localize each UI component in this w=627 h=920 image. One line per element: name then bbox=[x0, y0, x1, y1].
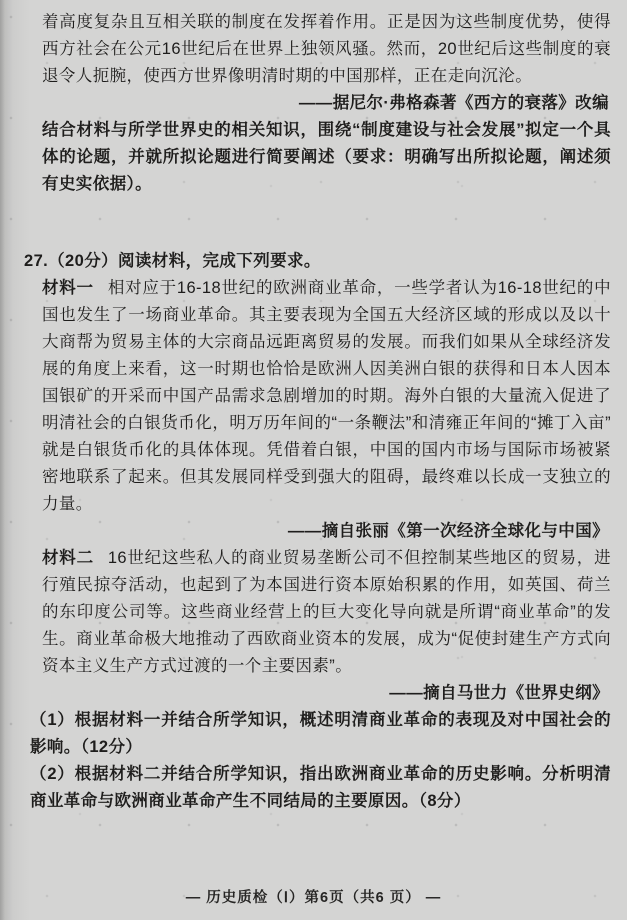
sub-question-1: （1）根据材料一并结合所学知识，概述明清商业革命的表现及对中国社会的影响。（12分） bbox=[30, 711, 611, 756]
intro-material-paragraph: 着高度复杂且互相关联的制度在发挥着作用。正是因为这些制度优势，使得西方社会在公元16世纪后在世界上独领风骚。然而，20世纪后这些制度的衰退令人扼腕，使西方世界像明清时期的中国那样，正在走向沉沦。 bbox=[42, 13, 611, 85]
question-27-header: 27.（20分）阅读材料，完成下列要求。 bbox=[24, 252, 321, 270]
page-footer: — 历史质检（Ⅰ）第6页（共6 页） — bbox=[185, 890, 442, 906]
material-2-label: 材料二 bbox=[42, 549, 94, 567]
intro-attribution: ——据尼尔·弗格森著《西方的衰落》改编 bbox=[298, 94, 609, 112]
page-content bbox=[24, 9, 611, 815]
material-1-text: 相对应于16-18世纪的欧洲商业革命，一些学者认为16-18世纪的中国也发生了一场商业革命。其主要表现为全国五大经济区域的形成以及以十大商帮为贸易主体的大宗商品远距离贸易的发展。而我们如果从全球经济发展的角度上来看，这一时期也恰恰是欧洲人因美洲白银的获得和日本人因本国银矿的开采而中国产品需求急剧增加的时期。海外白银的大量流入促进了明清社会的白银货币化，明万历年间的“一条鞭法”和清雍正年间的“摊丁入亩”就是白银货币化的具体体现。凭借着白银，中国的国内市场与国际市场被紧密地联系了起来。但其发展同样受到强大的阻碍，最终难以长成一支独立的力量。 bbox=[42, 279, 611, 513]
material-2-text: 16世纪这些私人的商业贸易垄断公司不但控制某些地区的贸易，进行殖民掠夺活动，也起到了为本国进行资本原始积累的作用，如英国、荷兰的东印度公司等。这些商业经营上的巨大变化导向就是所谓“商业革命”的发生。商业革命极大地推动了西欧商业资本的发展，成为“促使封建生产方式向资本主义生产方式过渡的一个主要因素”。 bbox=[42, 549, 611, 675]
material-1-attribution: ——摘自张丽《第一次经济全球化与中国》 bbox=[287, 522, 609, 540]
material-2-attribution: ——摘自马世力《世界史纲》 bbox=[389, 684, 609, 702]
sub-question-2: （2）根据材料二并结合所学知识，指出欧洲商业革命的历史影响。分析明清商业革命与欧洲商业革命产生不同结局的主要原因。（8分） bbox=[30, 765, 611, 810]
material-1-paragraph bbox=[42, 275, 611, 518]
material-2-paragraph bbox=[42, 545, 611, 680]
essay-task-paragraph: 结合材料与所学世界史的相关知识，围绕“制度建设与社会发展”拟定一个具体的论题，并就所拟论题进行简要阐述（要求：明确写出所拟论题，阐述须有史实依据）。 bbox=[42, 121, 611, 193]
material-1-label: 材料一 bbox=[42, 279, 94, 297]
